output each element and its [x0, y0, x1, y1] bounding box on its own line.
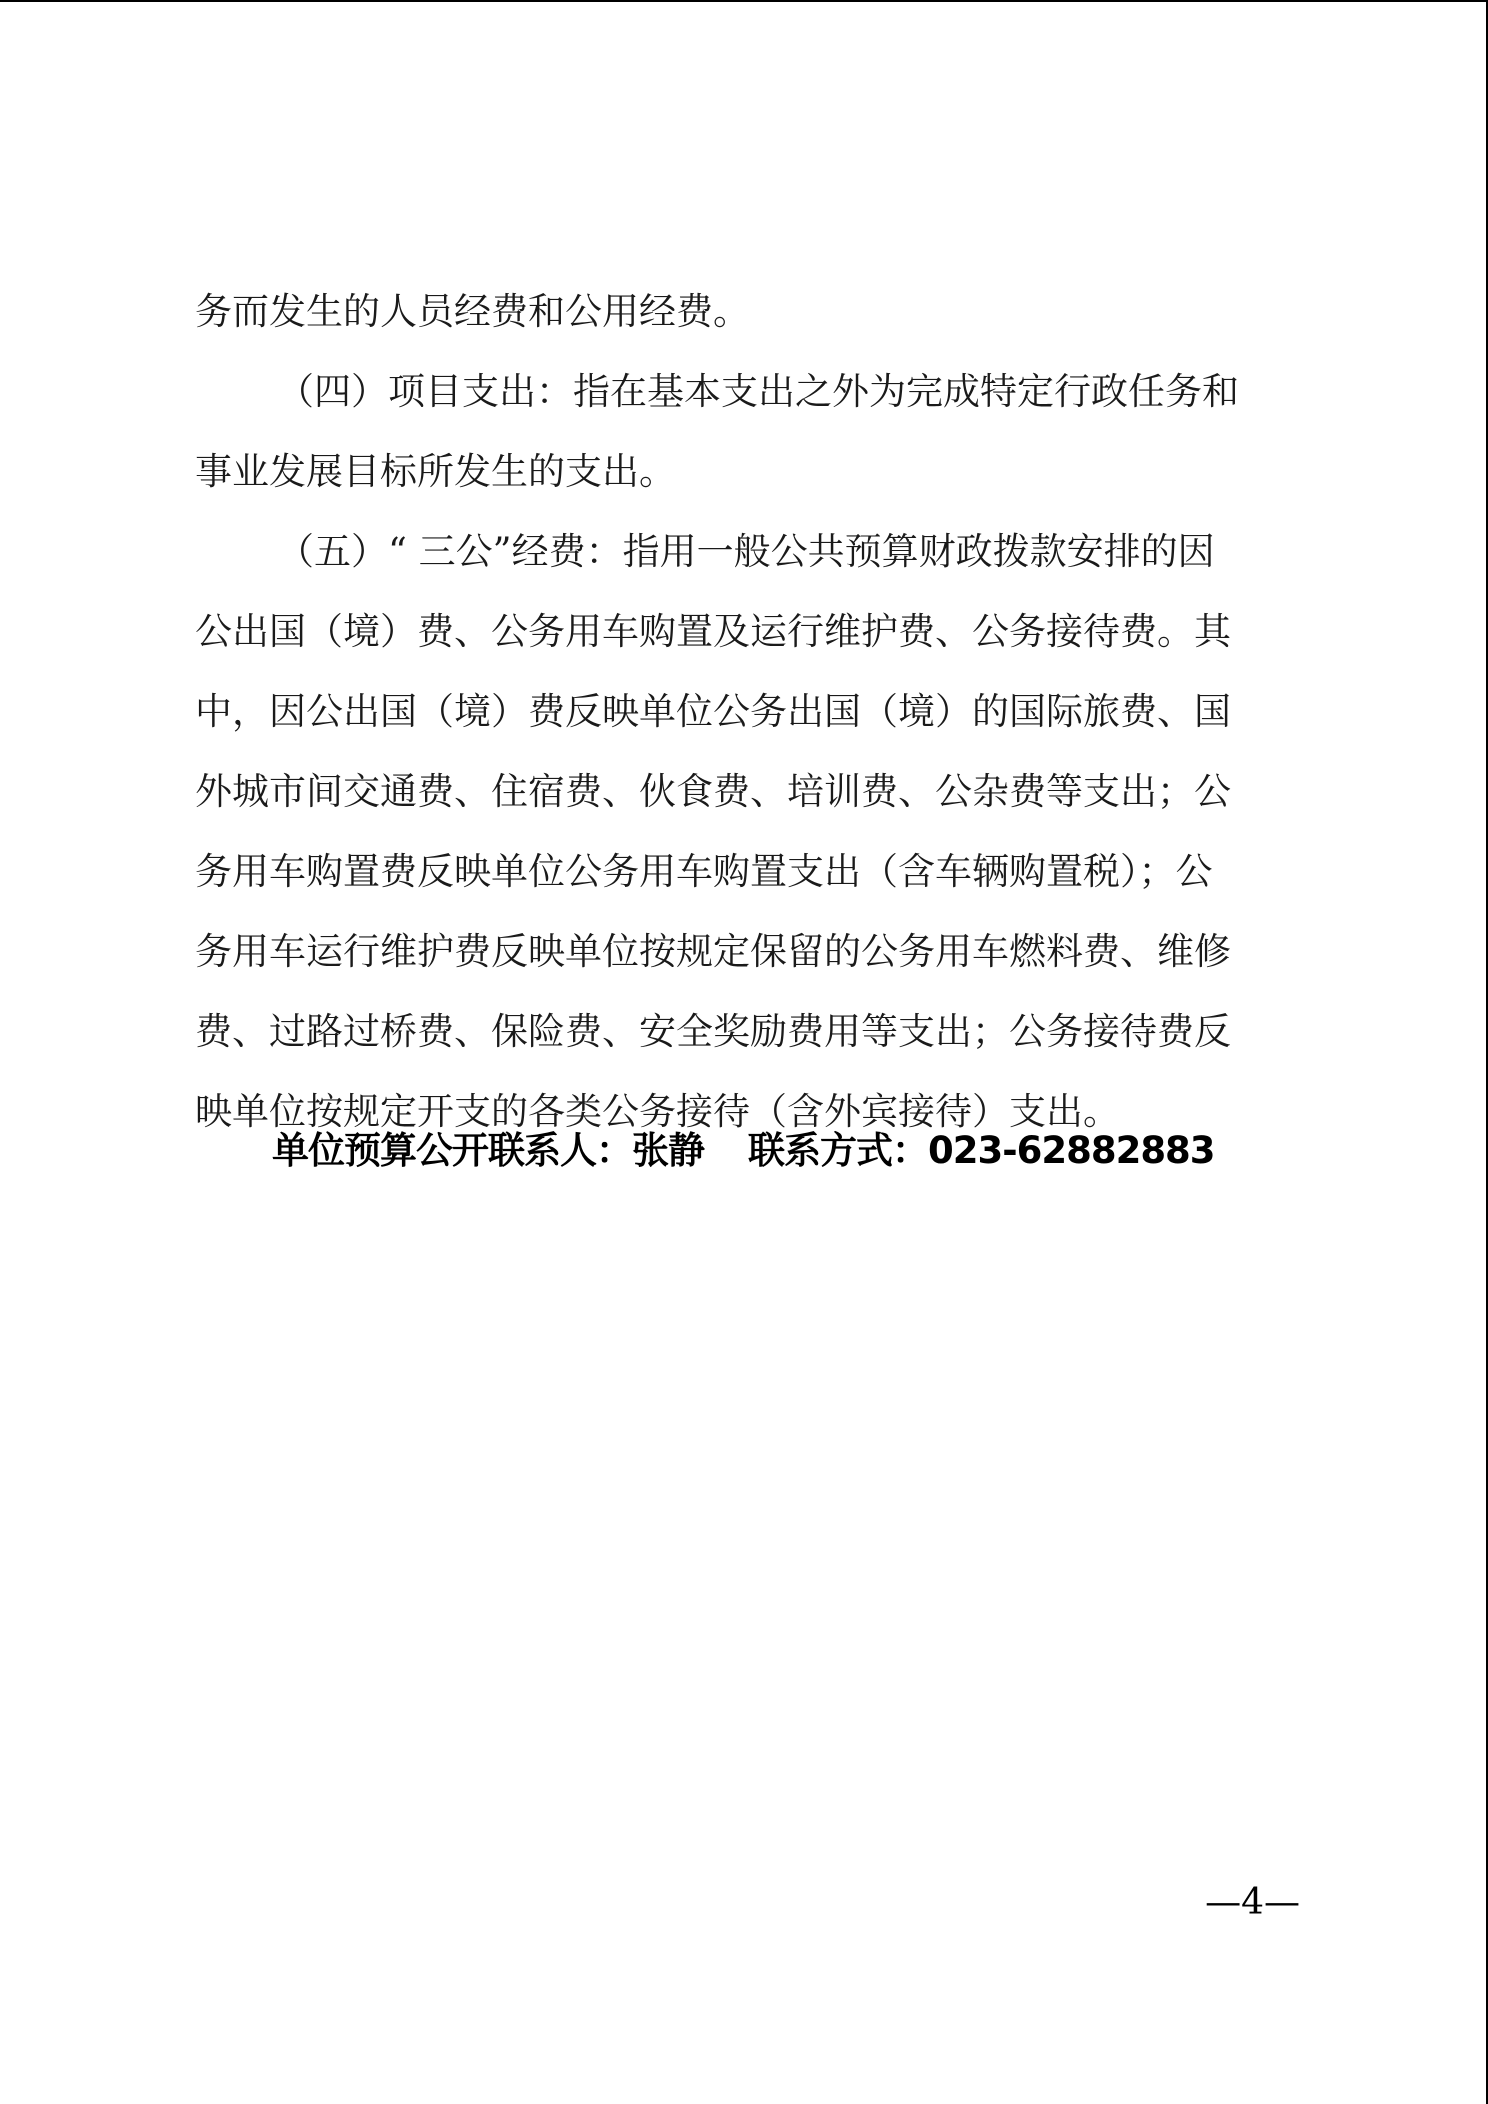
- page-number: —4—: [1205, 1882, 1300, 1923]
- paragraph-line: 映单位按规定开支的各类公务接待（含外宾接待）支出。: [195, 1090, 1120, 1133]
- body-text: [195, 282, 1297, 1162]
- paragraph-line: 外城市间交通费、住宿费、伙食费、培训费、公杂费等支出；公: [195, 770, 1231, 813]
- paragraph-line: 费、过路过桥费、保险费、安全奖励费用等支出；公务接待费反: [195, 1010, 1231, 1053]
- paragraph-line: 务用车运行维护费反映单位按规定保留的公务用车燃料费、维修: [195, 930, 1231, 973]
- paragraph-line: 务用车购置费反映单位公务用车购置支出（含车辆购置税）；公: [195, 850, 1213, 893]
- paragraph-line: 务而发生的人员经费和公用经费。: [195, 290, 750, 333]
- paragraph-line: （五）“ 三公”经费：指用一般公共预算财政拨款安排的因: [277, 530, 1215, 573]
- paragraph-line: 公出国（境）费、公务用车购置及运行维护费、公务接待费。其: [195, 610, 1231, 653]
- contact-person: 单位预算公开联系人：张静: [272, 1129, 704, 1172]
- contact-phone: 联系方式：023-62882883: [748, 1129, 1215, 1172]
- paragraph-line: （四）项目支出：指在基本支出之外为完成特定行政任务和: [277, 370, 1239, 413]
- contact-info: [272, 1120, 1215, 1174]
- paragraph-line: 中，因公出国（境）费反映单位公务出国（境）的国际旅费、国: [195, 690, 1231, 733]
- paragraph-line: 事业发展目标所发生的支出。: [195, 450, 676, 493]
